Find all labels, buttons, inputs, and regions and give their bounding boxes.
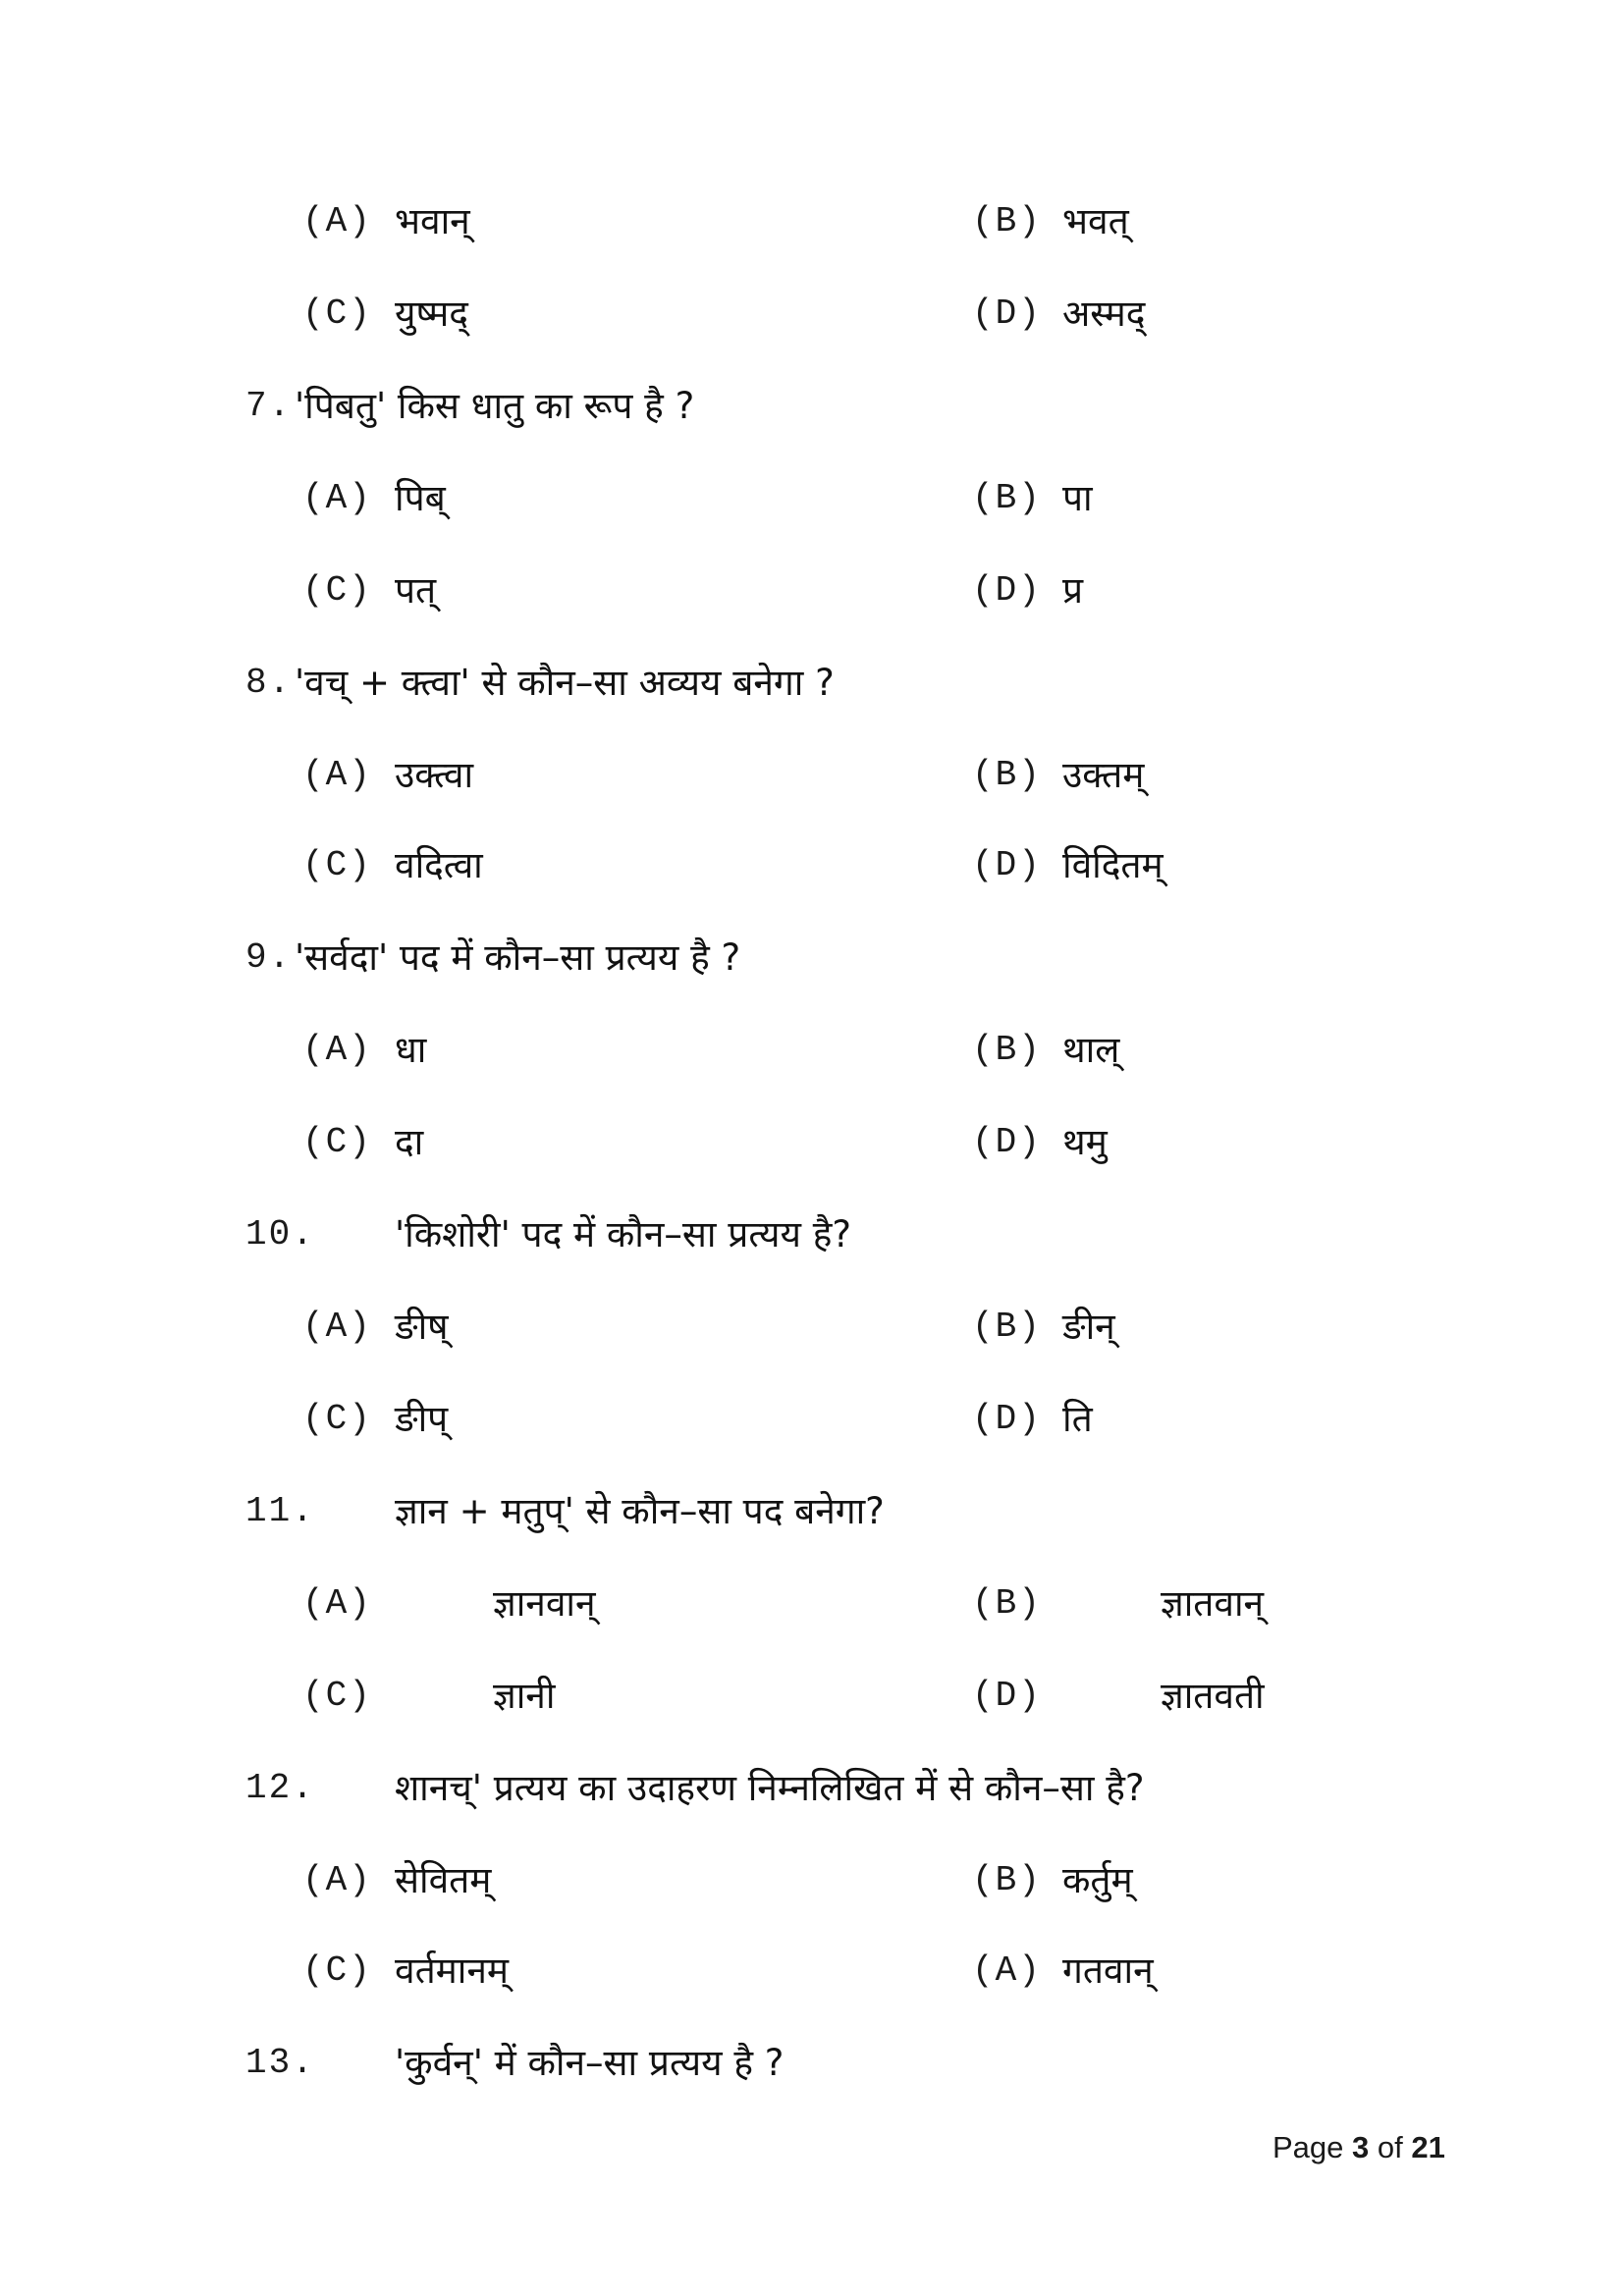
question-number: 12. xyxy=(245,1768,315,1808)
question-10 xyxy=(0,1205,1624,1264)
q7-options-row-1 xyxy=(0,469,1624,528)
option-text: ज्ञानी xyxy=(493,1675,556,1717)
option-label: (C) xyxy=(302,1676,372,1716)
option-label: (B) xyxy=(972,1583,1042,1624)
question-13 xyxy=(0,2034,1624,2093)
question-text: 'वच् + क्त्वा' से कौन–सा अव्यय बनेगा ? xyxy=(295,662,835,704)
question-text: 'पिबतु' किस धातु का रूप है ? xyxy=(295,385,695,427)
option-label: (D) xyxy=(972,1399,1042,1439)
option-text: प्र xyxy=(1062,569,1084,612)
question-number: 9. xyxy=(245,937,293,978)
option-label: (B) xyxy=(972,478,1042,518)
option-text: गतवान् xyxy=(1062,1949,1154,1992)
question-text: शानच्' प्रत्यय का उदाहरण निम्नलिखित में से कौन–सा है? xyxy=(395,1767,1145,1809)
question-9 xyxy=(0,929,1624,988)
option-text: युष्मद् xyxy=(395,293,468,335)
option-label: (A) xyxy=(302,1860,372,1900)
option-label: (C) xyxy=(302,570,372,611)
option-label: (D) xyxy=(972,1122,1042,1162)
option-text: कर्तुम् xyxy=(1062,1859,1133,1901)
option-text: सेवितम् xyxy=(395,1859,492,1901)
option-text: उक्तम् xyxy=(1062,754,1145,796)
question-text: 'किशोरी' पद में कौन–सा प्रत्यय है? xyxy=(395,1213,852,1255)
option-label: (A) xyxy=(302,1307,372,1347)
option-text: थाल् xyxy=(1062,1029,1120,1071)
option-label: (D) xyxy=(972,845,1042,885)
footer-total-pages: 21 xyxy=(1411,2130,1445,2164)
question-text: ज्ञान + मतुप्' से कौन–सा पद बनेगा? xyxy=(395,1490,885,1532)
option-label: (C) xyxy=(302,1950,372,1991)
option-label: (C) xyxy=(302,845,372,885)
option-text: पिब् xyxy=(395,477,446,519)
page-footer xyxy=(1272,2130,1445,2165)
question-12 xyxy=(0,1759,1624,1818)
option-text: अस्मद् xyxy=(1062,293,1146,335)
option-label: (A) xyxy=(302,1030,372,1070)
option-text: ज्ञानवान् xyxy=(493,1582,596,1625)
option-label: (B) xyxy=(972,1307,1042,1347)
option-text: वदित्वा xyxy=(395,844,483,886)
q11-options-row-2 xyxy=(0,1667,1624,1726)
option-text: पत् xyxy=(395,569,437,612)
option-label: (B) xyxy=(972,755,1042,795)
option-label: (B) xyxy=(972,201,1042,241)
question-text: 'सर्वदा' पद में कौन–सा प्रत्यय है ? xyxy=(295,936,741,979)
option-text: धा xyxy=(395,1029,427,1071)
q12-options-row-1 xyxy=(0,1851,1624,1910)
q9-options-row-2 xyxy=(0,1113,1624,1172)
option-label: (D) xyxy=(972,294,1042,334)
option-label: (C) xyxy=(302,1399,372,1439)
footer-page-word: Page xyxy=(1272,2130,1344,2164)
q7-options-row-2 xyxy=(0,561,1624,620)
option-label: (A) xyxy=(302,755,372,795)
footer-page-number: 3 xyxy=(1352,2130,1370,2164)
option-text: वर्तमानम् xyxy=(395,1949,510,1992)
q10-options-row-2 xyxy=(0,1390,1624,1449)
q8-options-row-1 xyxy=(0,746,1624,805)
option-text: ति xyxy=(1062,1398,1093,1440)
option-text: ज्ञातवान् xyxy=(1161,1582,1265,1625)
q10-options-row-1 xyxy=(0,1298,1624,1357)
question-7 xyxy=(0,377,1624,436)
option-text: ङीष् xyxy=(395,1306,449,1348)
question-number: 10. xyxy=(245,1214,315,1255)
option-text: ङीप् xyxy=(395,1398,449,1440)
q6-options-row-1 xyxy=(0,192,1624,251)
option-text: विदितम् xyxy=(1062,844,1164,886)
option-text: ज्ञातवती xyxy=(1161,1675,1265,1717)
option-text: ङीन् xyxy=(1062,1306,1115,1348)
q6-options-row-2 xyxy=(0,285,1624,344)
q12-options-row-2 xyxy=(0,1942,1624,2001)
option-text: भवत् xyxy=(1062,200,1129,242)
option-label: (A) xyxy=(972,1950,1042,1991)
question-number: 8. xyxy=(245,663,293,703)
q11-options-row-1 xyxy=(0,1575,1624,1633)
footer-of-word: of xyxy=(1377,2130,1403,2164)
option-label: (D) xyxy=(972,570,1042,611)
option-label: (B) xyxy=(972,1860,1042,1900)
option-label: (A) xyxy=(302,201,372,241)
q8-options-row-2 xyxy=(0,836,1624,895)
q9-options-row-1 xyxy=(0,1021,1624,1080)
question-number: 11. xyxy=(245,1491,315,1531)
option-text: भवान् xyxy=(395,200,470,242)
question-number: 13. xyxy=(245,2043,315,2083)
option-text: दा xyxy=(395,1121,424,1163)
option-label: (A) xyxy=(302,1583,372,1624)
question-number: 7. xyxy=(245,386,293,426)
option-label: (C) xyxy=(302,294,372,334)
question-11 xyxy=(0,1482,1624,1541)
option-text: उक्त्वा xyxy=(395,754,474,796)
option-label: (A) xyxy=(302,478,372,518)
option-text: पा xyxy=(1062,477,1093,519)
option-label: (C) xyxy=(302,1122,372,1162)
option-label: (B) xyxy=(972,1030,1042,1070)
question-text: 'कुर्वन्' में कौन–सा प्रत्यय है ? xyxy=(395,2042,785,2084)
question-8 xyxy=(0,654,1624,713)
option-text: थमु xyxy=(1062,1121,1108,1163)
option-label: (D) xyxy=(972,1676,1042,1716)
